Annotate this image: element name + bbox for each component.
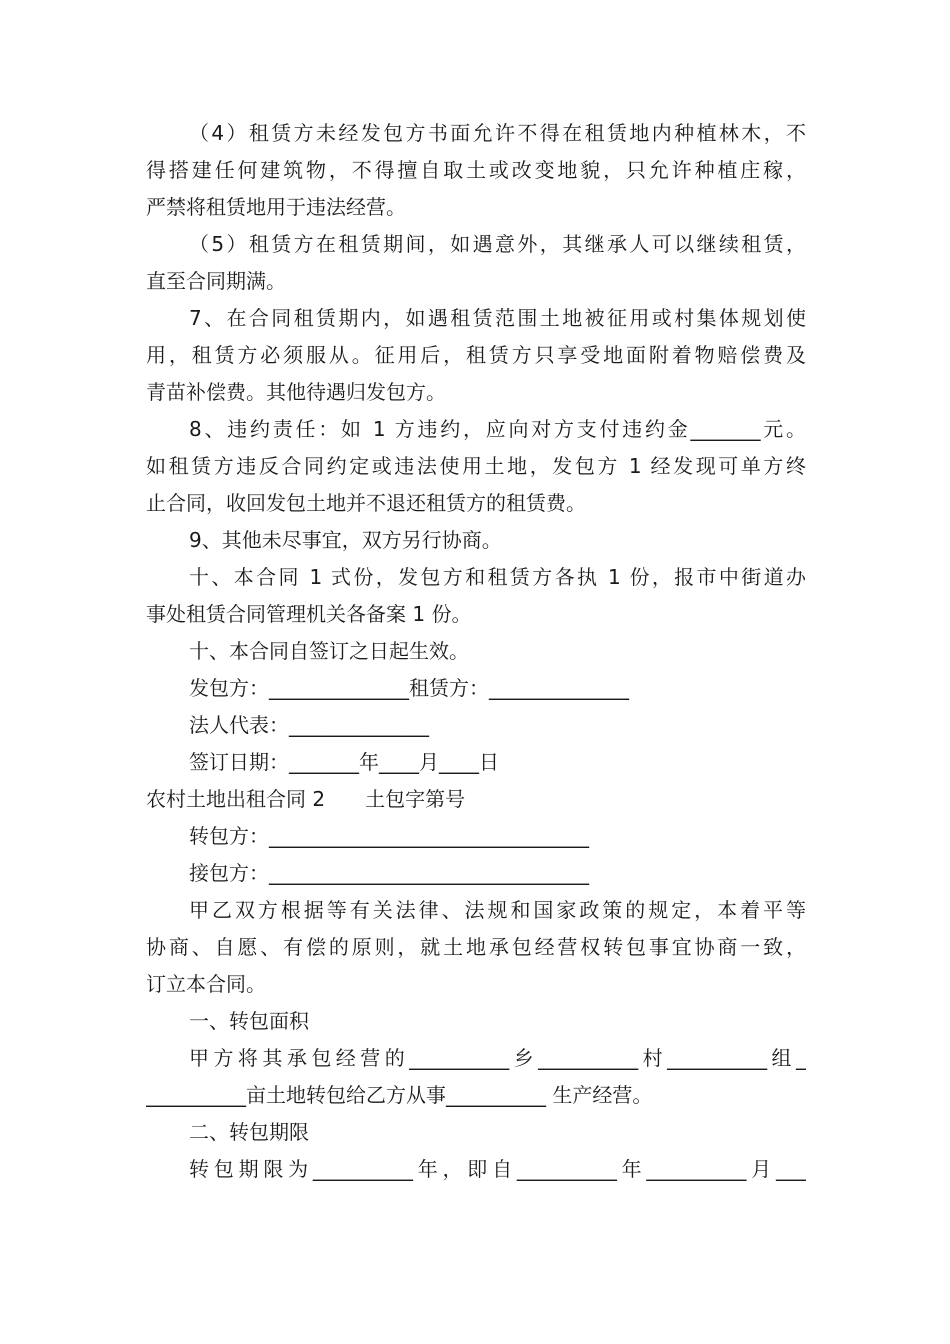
text-line: 事处租赁合同管理机关各备案 1 份。 <box>146 602 472 626</box>
text-line: 9、其他未尽事宜，双方另行协商。 <box>189 528 502 552</box>
text-line: 甲乙双方根据等有关法律、法规和国家政策的规定，本着平等 <box>189 898 806 922</box>
text-line: 8、违约责任：如 1 方违约，应向对方支付违约金_______元。 <box>189 417 806 441</box>
signature-line-parties: 发包方：______________租赁方：______________ <box>189 676 629 700</box>
text-line: 十、本合同自签订之日起生效。 <box>189 639 469 663</box>
text-line: 甲方将其承包经营的__________乡__________村__________组_ <box>189 1046 806 1070</box>
text-line: 严禁将租赁地用于违法经营。 <box>146 195 406 219</box>
signature-line-date: 签订日期：_______年____月____日 <box>189 750 499 774</box>
transferee-line: 接包方：________________________________ <box>189 861 589 885</box>
text-line: 得搭建任何建筑物，不得擅自取土或改变地貌，只允许种植庄稼， <box>146 158 806 182</box>
section-heading: 二、转包期限 <box>189 1120 309 1144</box>
text-line: 青苗补偿费。其他待遇归发包方。 <box>146 380 446 404</box>
text-line: 订立本合同。 <box>146 972 266 996</box>
section-heading: 一、转包面积 <box>189 1009 309 1033</box>
document-page <box>146 115 806 1188</box>
text-line: （5）租赁方在租赁期间，如遇意外，其继承人可以继续租赁， <box>189 232 806 256</box>
text-line: 十、本合同 1 式份，发包方和租赁方各执 1 份，报市中街道办 <box>189 565 806 589</box>
text-line: （4）租赁方未经发包方书面允许不得在租赁地内种植林木，不 <box>189 121 806 145</box>
text-line: 直至合同期满。 <box>146 269 286 293</box>
text-line: 用，租赁方必须服从。征用后，租赁方只享受地面附着物赔偿费及 <box>146 343 806 367</box>
text-line: __________亩土地转包给乙方从事__________ 生产经营。 <box>146 1083 653 1107</box>
text-line: 协商、自愿、有偿的原则，就土地承包经营权转包事宜协商一致， <box>146 935 806 959</box>
document-title: 农村土地出租合同 2 土包字第号 <box>146 787 466 811</box>
signature-line-representative: 法人代表：______________ <box>189 713 429 737</box>
transferor-line: 转包方：________________________________ <box>189 824 589 848</box>
text-line: 7、在合同租赁期内，如遇租赁范围土地被征用或村集体规划使 <box>189 306 806 330</box>
text-line: 如租赁方违反合同约定或违法使用土地，发包方 1 经发现可单方终 <box>146 454 806 478</box>
text-line: 止合同，收回发包土地并不退还租赁方的租赁费。 <box>146 491 586 515</box>
text-line: 转包期限为__________年，即自__________年__________月___ <box>189 1157 806 1181</box>
